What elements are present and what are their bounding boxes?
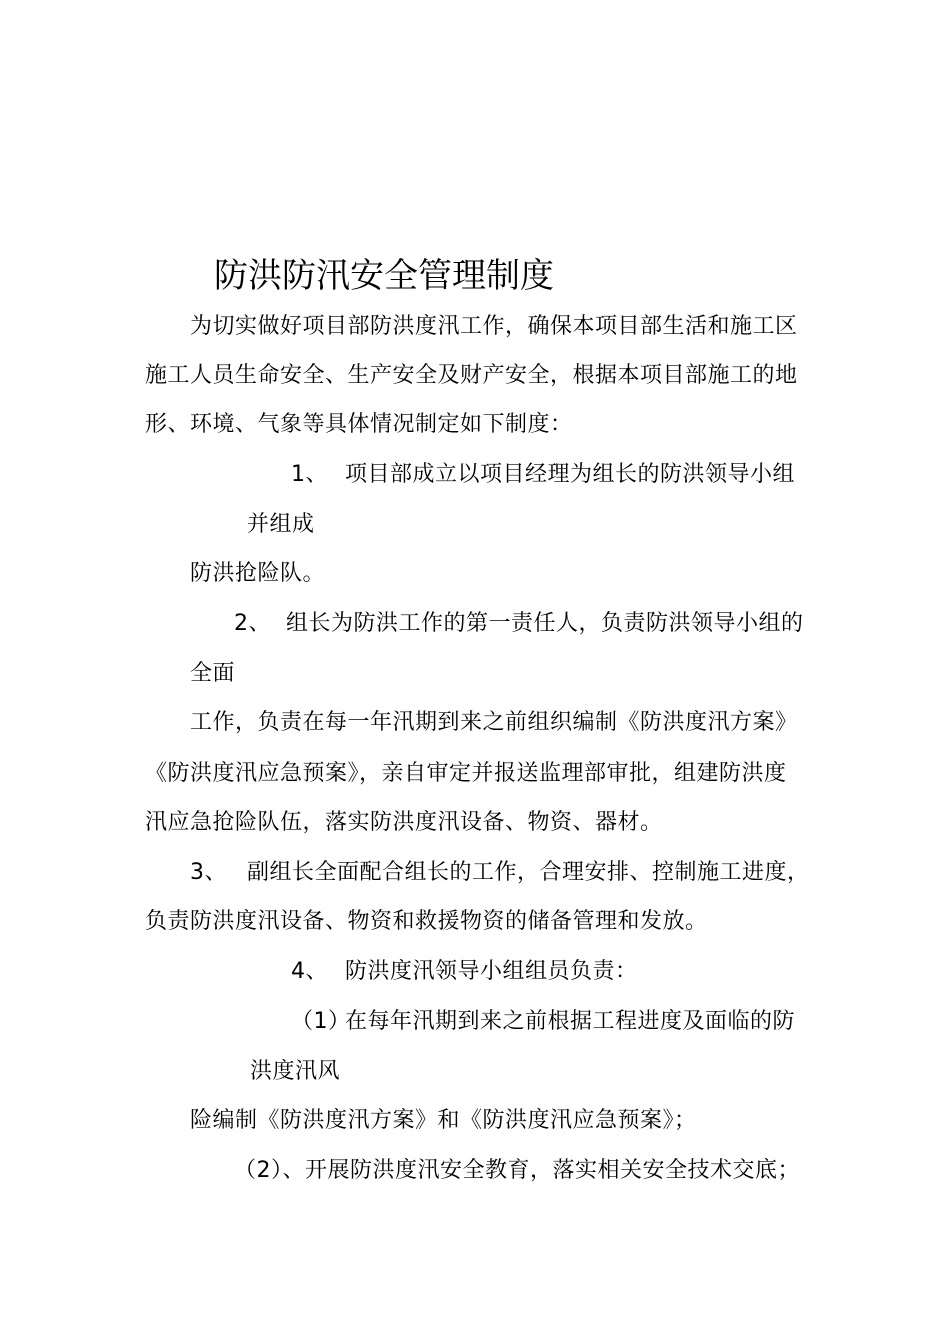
paragraph-line: 险编制《防洪度汛方案》和《防洪度汛应急预案》； — [190, 1108, 697, 1133]
list-number: 4、 — [291, 959, 328, 984]
paragraph-line: 《防洪度汛应急预案》，亲自审定并报送监理部审批，组建防洪度 — [145, 761, 787, 786]
paragraph-line: 负责防洪度汛设备、物资和救援物资的储备管理和发放。 — [145, 909, 708, 934]
list-number: 3、 — [190, 860, 227, 885]
paragraph-line: 项目部成立以项目经理为组长的防洪领导小组 — [345, 462, 796, 487]
paragraph-line: 形、环境、气象等具体情况制定如下制度： — [145, 412, 573, 437]
paragraph-line: 洪度汛风 — [250, 1059, 341, 1084]
list-number: （1） — [291, 1009, 351, 1034]
list-number: 2、 — [234, 611, 271, 636]
paragraph-line: 为切实做好项目部防洪度汛工作，确保本项目部生活和施工区 — [190, 314, 798, 339]
paragraph-line: 防洪抢险队。 — [190, 561, 326, 586]
list-number: 1、 — [291, 462, 328, 487]
paragraph-line: 全面 — [190, 661, 236, 686]
paragraph-line: 组长为防洪工作的第一责任人，负责防洪领导小组的 — [286, 611, 804, 636]
paragraph-line: 并组成 — [247, 512, 315, 537]
paragraph-line: 在每年汛期到来之前根据工程进度及面临的防 — [345, 1009, 796, 1034]
paragraph-line: 副组长全面配合组长的工作，合理安排、控制施工进度， — [247, 860, 810, 885]
paragraph-line: 施工人员生命安全、生产安全及财产安全，根据本项目部施工的地 — [145, 363, 798, 388]
paragraph-line: 防洪度汛领导小组组员负责： — [345, 959, 638, 984]
paragraph-line: 工作，负责在每一年汛期到来之前组织编制《防洪度汛方案》 — [190, 710, 798, 735]
paragraph-line: 汛应急抢险队伍，落实防洪度汛设备、物资、器材。 — [145, 810, 663, 835]
document-title: 防洪防汛安全管理制度 — [214, 256, 554, 296]
paragraph-line: （2）、开展防洪度汛安全教育，落实相关安全技术交底； — [234, 1158, 800, 1183]
